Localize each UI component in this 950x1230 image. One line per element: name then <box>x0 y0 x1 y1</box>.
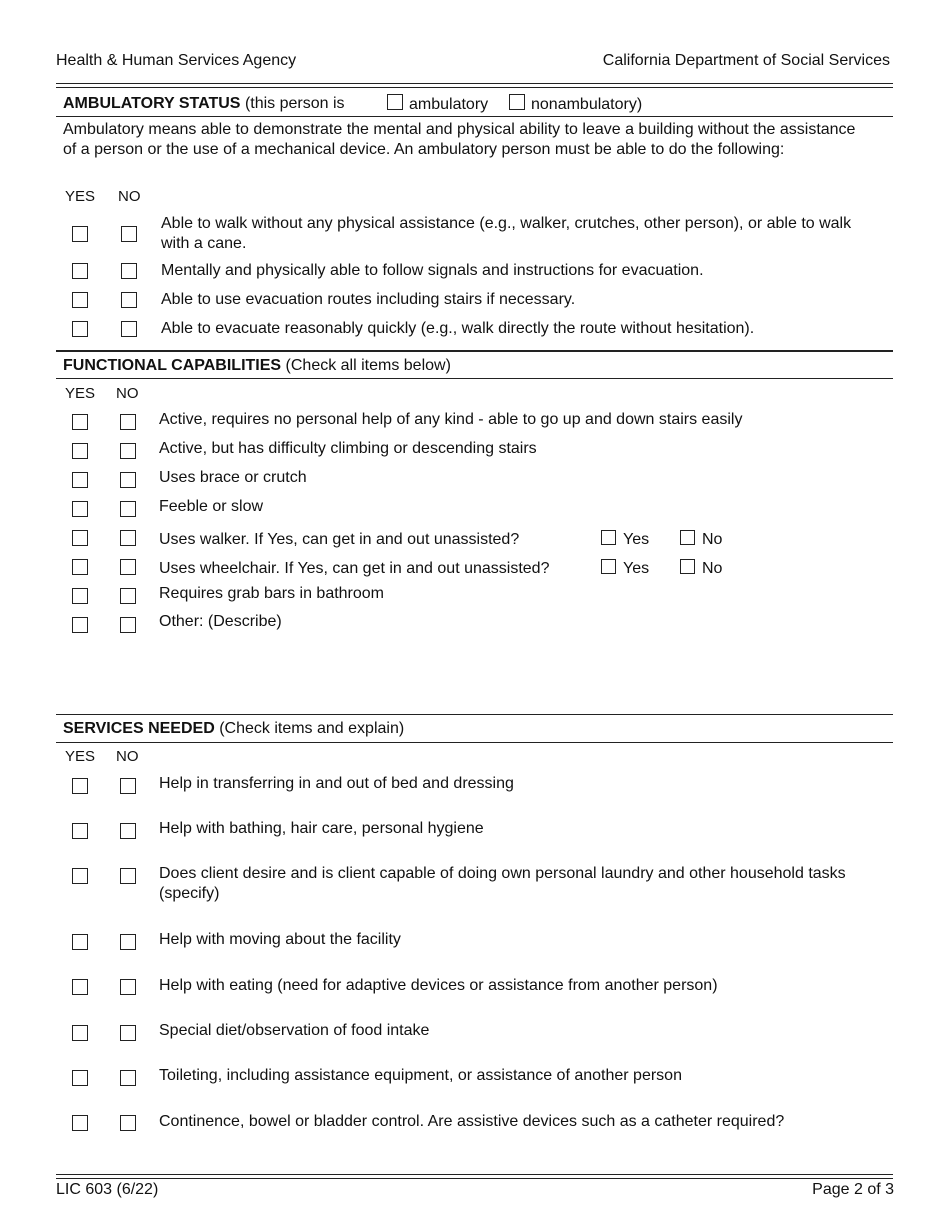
ambulatory-description: Ambulatory means able to demonstrate the mental and physical ability to leave a building without the assistance of a person or the use of a mechanical device. An ambulatory person must be able to do the following: <box>63 121 856 158</box>
services-yes-header: YES <box>65 748 96 765</box>
functional-yes-checkbox[interactable] <box>72 472 88 488</box>
wheelchair-unassisted-yes-checkbox[interactable] <box>601 559 616 574</box>
services-yes-checkbox[interactable] <box>72 979 88 995</box>
functional-item: Uses wheelchair. If Yes, can get in and out unassisted? <box>159 560 550 577</box>
ambulatory-checkbox[interactable] <box>387 94 403 110</box>
functional-title-row <box>63 356 451 376</box>
header-department: California Department of Social Services <box>602 52 890 69</box>
functional-no-checkbox[interactable] <box>120 559 136 575</box>
ambulatory-item: Mentally and physically able to follow signals and instructions for evacuation. <box>161 262 704 279</box>
services-no-header: NO <box>116 748 139 765</box>
services-item: Toileting, including assistance equipment, or assistance of another person <box>159 1067 682 1084</box>
ambulatory-yes-checkbox[interactable] <box>72 226 88 242</box>
ambulatory-no-checkbox[interactable] <box>121 321 137 337</box>
functional-item: Other: (Describe) <box>159 613 282 630</box>
ambulatory-item: Able to evacuate reasonably quickly (e.g., walk directly the route without hesitation). <box>161 320 755 337</box>
functional-yes-checkbox[interactable] <box>72 414 88 430</box>
services-no-checkbox[interactable] <box>120 934 136 950</box>
functional-yes-checkbox[interactable] <box>72 588 88 604</box>
nonambulatory-option-label: nonambulatory) <box>531 96 643 113</box>
services-yes-checkbox[interactable] <box>72 934 88 950</box>
services-item: Help with eating (need for adaptive devices or assistance from another person) <box>159 977 718 994</box>
services-yes-checkbox[interactable] <box>72 868 88 884</box>
ambulatory-no-checkbox[interactable] <box>121 263 137 279</box>
services-title-row <box>63 719 404 739</box>
functional-top-rule <box>56 350 893 352</box>
walker-unassisted-no-label: No <box>702 531 723 548</box>
services-title-rule <box>56 742 893 743</box>
functional-no-checkbox[interactable] <box>120 443 136 459</box>
services-yes-checkbox[interactable] <box>72 778 88 794</box>
services-no-checkbox[interactable] <box>120 778 136 794</box>
functional-no-checkbox[interactable] <box>120 617 136 633</box>
functional-yes-checkbox[interactable] <box>72 559 88 575</box>
services-no-checkbox[interactable] <box>120 1025 136 1041</box>
functional-no-header: NO <box>116 385 139 402</box>
services-item: Help with bathing, hair care, personal hygiene <box>159 820 484 837</box>
functional-no-checkbox[interactable] <box>120 414 136 430</box>
nonambulatory-checkbox[interactable] <box>509 94 525 110</box>
services-yes-checkbox[interactable] <box>72 823 88 839</box>
services-subtitle: (Check items and explain) <box>219 720 405 737</box>
services-item: Help in transferring in and out of bed and dressing <box>159 775 514 792</box>
services-no-checkbox[interactable] <box>120 979 136 995</box>
functional-subtitle: (Check all items below) <box>285 357 451 374</box>
services-no-checkbox[interactable] <box>120 1070 136 1086</box>
wheelchair-unassisted-no-label: No <box>702 560 723 577</box>
services-no-checkbox[interactable] <box>120 823 136 839</box>
services-item: Does client desire and is client capable of doing own personal laundry and other household tasks (specify) <box>159 865 846 902</box>
ambulatory-subtitle: (this person is <box>244 95 345 112</box>
walker-unassisted-no-checkbox[interactable] <box>680 530 695 545</box>
wheelchair-unassisted-yes-label: Yes <box>623 560 650 577</box>
functional-item: Uses brace or crutch <box>159 469 307 486</box>
ambulatory-yes-checkbox[interactable] <box>72 321 88 337</box>
functional-yes-header: YES <box>65 385 96 402</box>
ambulatory-title-rule <box>56 116 893 117</box>
footer-form-id: LIC 603 (6/22) <box>56 1181 159 1198</box>
functional-no-checkbox[interactable] <box>120 501 136 517</box>
services-title: SERVICES NEEDED <box>63 720 215 737</box>
functional-yes-checkbox[interactable] <box>72 530 88 546</box>
functional-item: Uses walker. If Yes, can get in and out unassisted? <box>159 531 520 548</box>
functional-no-checkbox[interactable] <box>120 588 136 604</box>
services-yes-checkbox[interactable] <box>72 1070 88 1086</box>
footer-rule <box>56 1174 893 1179</box>
services-top-rule <box>56 714 893 715</box>
functional-no-checkbox[interactable] <box>120 530 136 546</box>
functional-yes-checkbox[interactable] <box>72 443 88 459</box>
ambulatory-item: Able to use evacuation routes including stairs if necessary. <box>161 291 576 308</box>
functional-title-rule <box>56 378 893 379</box>
services-no-checkbox[interactable] <box>120 868 136 884</box>
functional-no-checkbox[interactable] <box>120 472 136 488</box>
wheelchair-unassisted-no-checkbox[interactable] <box>680 559 695 574</box>
services-yes-checkbox[interactable] <box>72 1025 88 1041</box>
functional-title: FUNCTIONAL CAPABILITIES <box>63 357 282 374</box>
ambulatory-item: Able to walk without any physical assistance (e.g., walker, crutches, other person), or able to walk with a cane. <box>161 215 852 252</box>
header-rule <box>56 83 893 88</box>
walker-unassisted-yes-label: Yes <box>623 531 650 548</box>
services-yes-checkbox[interactable] <box>72 1115 88 1131</box>
functional-yes-checkbox[interactable] <box>72 617 88 633</box>
ambulatory-yes-header: YES <box>65 188 96 205</box>
ambulatory-yes-checkbox[interactable] <box>72 263 88 279</box>
functional-item: Active, requires no personal help of any kind - able to go up and down stairs easily <box>159 411 743 428</box>
ambulatory-option-label: ambulatory <box>409 96 489 113</box>
ambulatory-no-checkbox[interactable] <box>121 226 137 242</box>
header-agency: Health & Human Services Agency <box>56 52 297 69</box>
services-item: Continence, bowel or bladder control. Are assistive devices such as a catheter required? <box>159 1113 785 1130</box>
services-item: Help with moving about the facility <box>159 931 401 948</box>
services-no-checkbox[interactable] <box>120 1115 136 1131</box>
functional-item: Requires grab bars in bathroom <box>159 585 385 602</box>
services-item: Special diet/observation of food intake <box>159 1022 430 1039</box>
ambulatory-no-checkbox[interactable] <box>121 292 137 308</box>
footer-page-number: Page 2 of 3 <box>812 1181 894 1198</box>
functional-item: Feeble or slow <box>159 498 264 515</box>
ambulatory-title-row <box>63 94 345 114</box>
ambulatory-title: AMBULATORY STATUS <box>63 95 241 112</box>
walker-unassisted-yes-checkbox[interactable] <box>601 530 616 545</box>
ambulatory-yes-checkbox[interactable] <box>72 292 88 308</box>
ambulatory-no-header: NO <box>118 188 141 205</box>
functional-item: Active, but has difficulty climbing or descending stairs <box>159 440 537 457</box>
functional-yes-checkbox[interactable] <box>72 501 88 517</box>
